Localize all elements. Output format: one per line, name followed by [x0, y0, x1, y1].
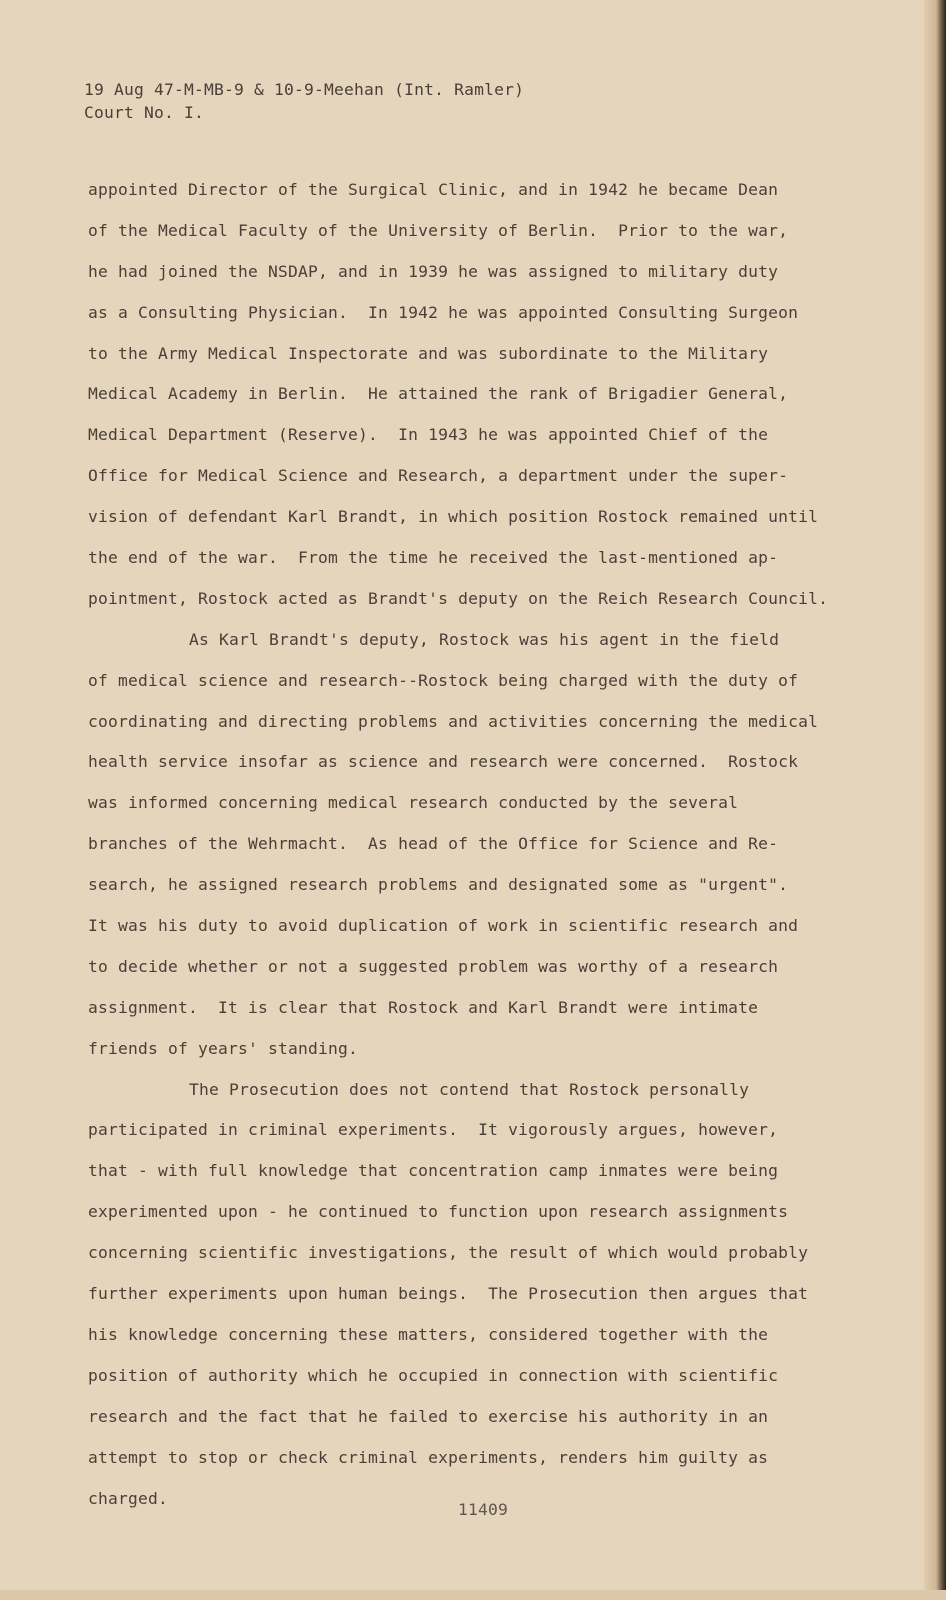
- body-line: to the Army Medical Inspectorate and was subordinate to the Military: [88, 343, 769, 363]
- body-line: It was his duty to avoid duplication of work in scientific research and: [88, 916, 799, 936]
- body-line: charged.: [88, 1488, 169, 1508]
- body-line: position of authority which he occupied in connection with scientific: [88, 1365, 779, 1385]
- body-line: the end of the war. From the time he received the last-mentioned ap-: [88, 548, 779, 568]
- page-bottom-edge: [0, 1590, 946, 1600]
- body-line: concerning scientific investigations, the result of which would probably: [88, 1243, 809, 1263]
- body-line: health service insofar as science and research were concerned. Rostock: [88, 752, 799, 772]
- body-line: coordinating and directing problems and activities concerning the medical: [88, 711, 819, 731]
- body-line: he had joined the NSDAP, and in 1939 he was assigned to military duty: [88, 261, 779, 281]
- body-line: of the Medical Faculty of the University of Berlin. Prior to the war,: [88, 220, 789, 240]
- body-line: branches of the Wehrmacht. As head of the Office for Science and Re-: [88, 834, 779, 854]
- body-line: friends of years' standing.: [88, 1038, 359, 1058]
- body-line: research and the fact that he failed to exercise his authority in an: [88, 1406, 769, 1426]
- body-line: of medical science and research--Rostock being charged with the duty of: [88, 670, 799, 690]
- body-line: participated in criminal experiments. It vigorously argues, however,: [88, 1120, 779, 1140]
- body-line: to decide whether or not a suggested problem was worthy of a research: [88, 956, 779, 976]
- header-case-line: 19 Aug 47-M-MB-9 & 10-9-Meehan (Int. Ramler): [84, 80, 525, 99]
- body-line: further experiments upon human beings. The Prosecution then argues that: [88, 1284, 809, 1304]
- paragraph-start-line: The Prosecution does not contend that Rostock personally: [189, 1079, 750, 1099]
- document-body: [88, 178, 848, 1527]
- body-line: that - with full knowledge that concentration camp inmates were being: [88, 1161, 779, 1181]
- page-number: 11409: [458, 1500, 509, 1519]
- body-line: pointment, Rostock acted as Brandt's deputy on the Reich Research Council.: [88, 588, 829, 608]
- body-line: Medical Academy in Berlin. He attained the rank of Brigadier General,: [88, 384, 789, 404]
- body-line: as a Consulting Physician. In 1942 he was appointed Consulting Surgeon: [88, 302, 799, 322]
- paragraph-start-line: As Karl Brandt's deputy, Rostock was his agent in the field: [189, 629, 780, 649]
- body-line: search, he assigned research problems and designated some as "urgent".: [88, 875, 789, 895]
- document-header: [84, 78, 524, 124]
- header-court-line: Court No. I.: [84, 103, 205, 122]
- body-line: Medical Department (Reserve). In 1943 he was appointed Chief of the: [88, 425, 769, 445]
- body-line: experimented upon - he continued to function upon research assignments: [88, 1202, 789, 1222]
- body-line: attempt to stop or check criminal experiments, renders him guilty as: [88, 1447, 769, 1467]
- body-line: his knowledge concerning these matters, considered together with the: [88, 1324, 769, 1344]
- page-edge-shadow: [924, 0, 946, 1600]
- body-line: assignment. It is clear that Rostock and Karl Brandt were intimate: [88, 997, 759, 1017]
- body-line: was informed concerning medical research conducted by the several: [88, 793, 739, 813]
- body-line: appointed Director of the Surgical Clinic, and in 1942 he became Dean: [88, 180, 779, 199]
- body-line: Office for Medical Science and Research, a department under the super-: [88, 466, 789, 486]
- body-line: vision of defendant Karl Brandt, in which position Rostock remained until: [88, 507, 819, 527]
